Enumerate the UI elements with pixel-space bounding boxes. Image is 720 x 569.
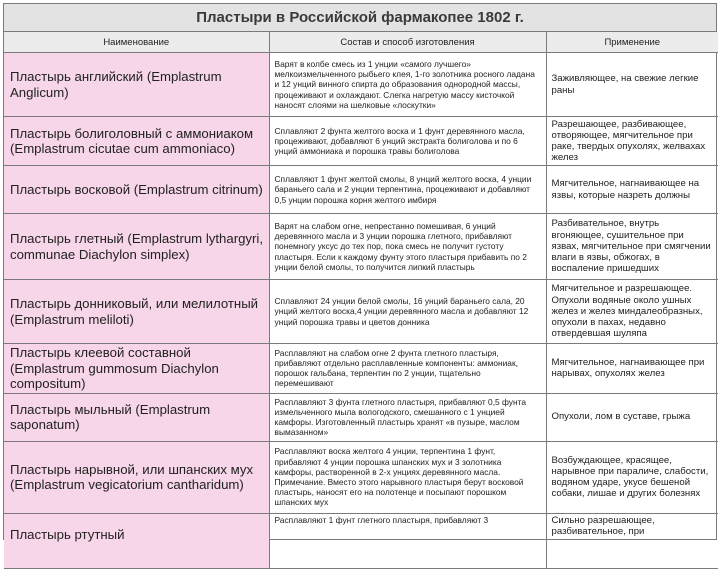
plaster-name: Пластырь глетный (Emplastrum lythargyri, communae Diachylon simplex) — [4, 214, 269, 280]
pharmacopoeia-table — [4, 32, 718, 569]
plaster-composition: Варят в колбе смесь из 1 унции «самого лучшего» мелкоизмельченного рыбьего клея, 1-го золотника росного ладана и 12 унций винного спирта до образования однородной массы, процеживают и охлаждают. Слегка нагретую массу кисточкой наносят слоями на шелковые «лоскутки» — [269, 53, 546, 117]
plaster-composition: Расплавляют воска желтого 4 унции, терпентина 1 фунт, прибавляют 4 унции порошка шпанских мух и 3 золотника камфоры, растворенной в 2-х унциях деревянного масла. Примечание. Вместо этого нарывного пластыря берут восковой пластырь, наносят его на полотенце и посыпают порошком шпанских мух — [269, 441, 546, 513]
plaster-composition: Сплавляют 2 фунта желтого воска и 1 фунт деревянного масла, процеживают, добавляют 6 унций экстракта болиголова и по 6 унций аммониака и порошка травы болиголова — [269, 117, 546, 166]
table-row — [4, 513, 718, 568]
plaster-use: Возбуждающее, красящее, нарывное при параличе, слабости, водяном ударе, укусе бешеной собаки, лишае и других болезнях — [546, 441, 718, 513]
plaster-name: Пластырь болиголовный с аммониаком (Emplastrum cicutae cum ammoniaco) — [4, 117, 269, 166]
plaster-use: Разбивательное, внутрь вгоняющее, сушительное при язвах, мягчительное при смягчении влаги в язвы, обжогах, в воспаление пришедших — [546, 214, 718, 280]
plaster-name: Пластырь донниковый, или мелилотный (Emplastrum meliloti) — [4, 280, 269, 344]
plaster-use: Мягчительное, нагнаивающее при нарывах, опухолях желез — [546, 344, 718, 394]
plaster-name: Пластырь нарывной, или шпанских мух (Emplastrum vegicatorium cantharidum) — [4, 441, 269, 513]
plaster-use: Сильно разрешающее, разбивательное, при — [546, 513, 718, 568]
column-header-use: Применение — [546, 32, 718, 53]
table-row — [4, 117, 718, 166]
table-row — [4, 441, 718, 513]
plaster-name: Пластырь восковой (Emplastrum citrinum) — [4, 166, 269, 214]
table-header-row — [4, 32, 718, 53]
table-row — [4, 53, 718, 117]
table-row — [4, 166, 718, 214]
plaster-composition: Сплавляют 24 унции белой смолы, 16 унций бараньего сала, 20 унций желтого воска,4 унции деревянного масла и добавляют 12 унций порошка травы и цветов донника — [269, 280, 546, 344]
plaster-name: Пластырь клеевой составной (Emplastrum gummosum Diachylon compositum) — [4, 344, 269, 394]
table-row — [4, 393, 718, 441]
plaster-use: Опухоли, лом в суставе, грыжа — [546, 393, 718, 441]
plaster-composition: Расплавляют 1 фунт глетного пластыря, прибавляют 3 — [269, 513, 546, 568]
plaster-composition: Расплавляют 3 фунта глетного пластыря, прибавляют 0,5 фунта измельченного мыла вологодского, смешанного с 1 унцией камфоры. Изготовленный пластырь хранят «в пузыре, маслом вымазанном» — [269, 393, 546, 441]
plaster-use: Разрешающее, разбивающее, отворяющее, мягчительное при раке, твердых опухолях, желвахах желез — [546, 117, 718, 166]
plaster-use: Мягчительное, нагнаивающее на язвы, которые назреть должны — [546, 166, 718, 214]
plaster-use: Мягчительное и разрешающее. Опухоли водяные около ушных желез и желез миндалеобразных, опухоли в пахах, недавно отвердевшая шуляпа — [546, 280, 718, 344]
plaster-use: Заживляющее, на свежие легкие раны — [546, 53, 718, 117]
column-header-composition: Состав и способ изготовления — [269, 32, 546, 53]
plaster-name: Пластырь английский (Emplastrum Anglicum) — [4, 53, 269, 117]
table-row — [4, 214, 718, 280]
plaster-composition: Сплавляют 1 фунт желтой смолы, 8 унций желтого воска, 4 унции бараньего сала и 2 унции терпентина, процеживают и добавляют 0,5 унции порошка корня желтого имбиря — [269, 166, 546, 214]
document-sheet — [3, 3, 717, 540]
table-row — [4, 280, 718, 344]
plaster-name: Пластырь мыльный (Emplastrum saponatum) — [4, 393, 269, 441]
plaster-composition: Варят на слабом огне, непрестанно помешивая, 6 унций деревянного масла и 3 унции порошка глетного, прибавляют понемногу уксус до тех пор, пока смесь не получит густоту пластыря. Если к каждому фунту этого пластыря прибавить по 2 унции белой смолы, то получится липкий пластырь — [269, 214, 546, 280]
column-header-name: Наименование — [4, 32, 269, 53]
plaster-composition: Расплавляют на слабом огне 2 фунта глетного пластыря, прибавляют отдельно расплавленные компоненты: аммониак, порошок гальбана, терпентин по 2 унции, тщательно перемешивают — [269, 344, 546, 394]
table-row — [4, 344, 718, 394]
page-title: Пластыри в Российской фармакопее 1802 г. — [4, 4, 716, 32]
plaster-name: Пластырь ртутный — [4, 513, 269, 568]
